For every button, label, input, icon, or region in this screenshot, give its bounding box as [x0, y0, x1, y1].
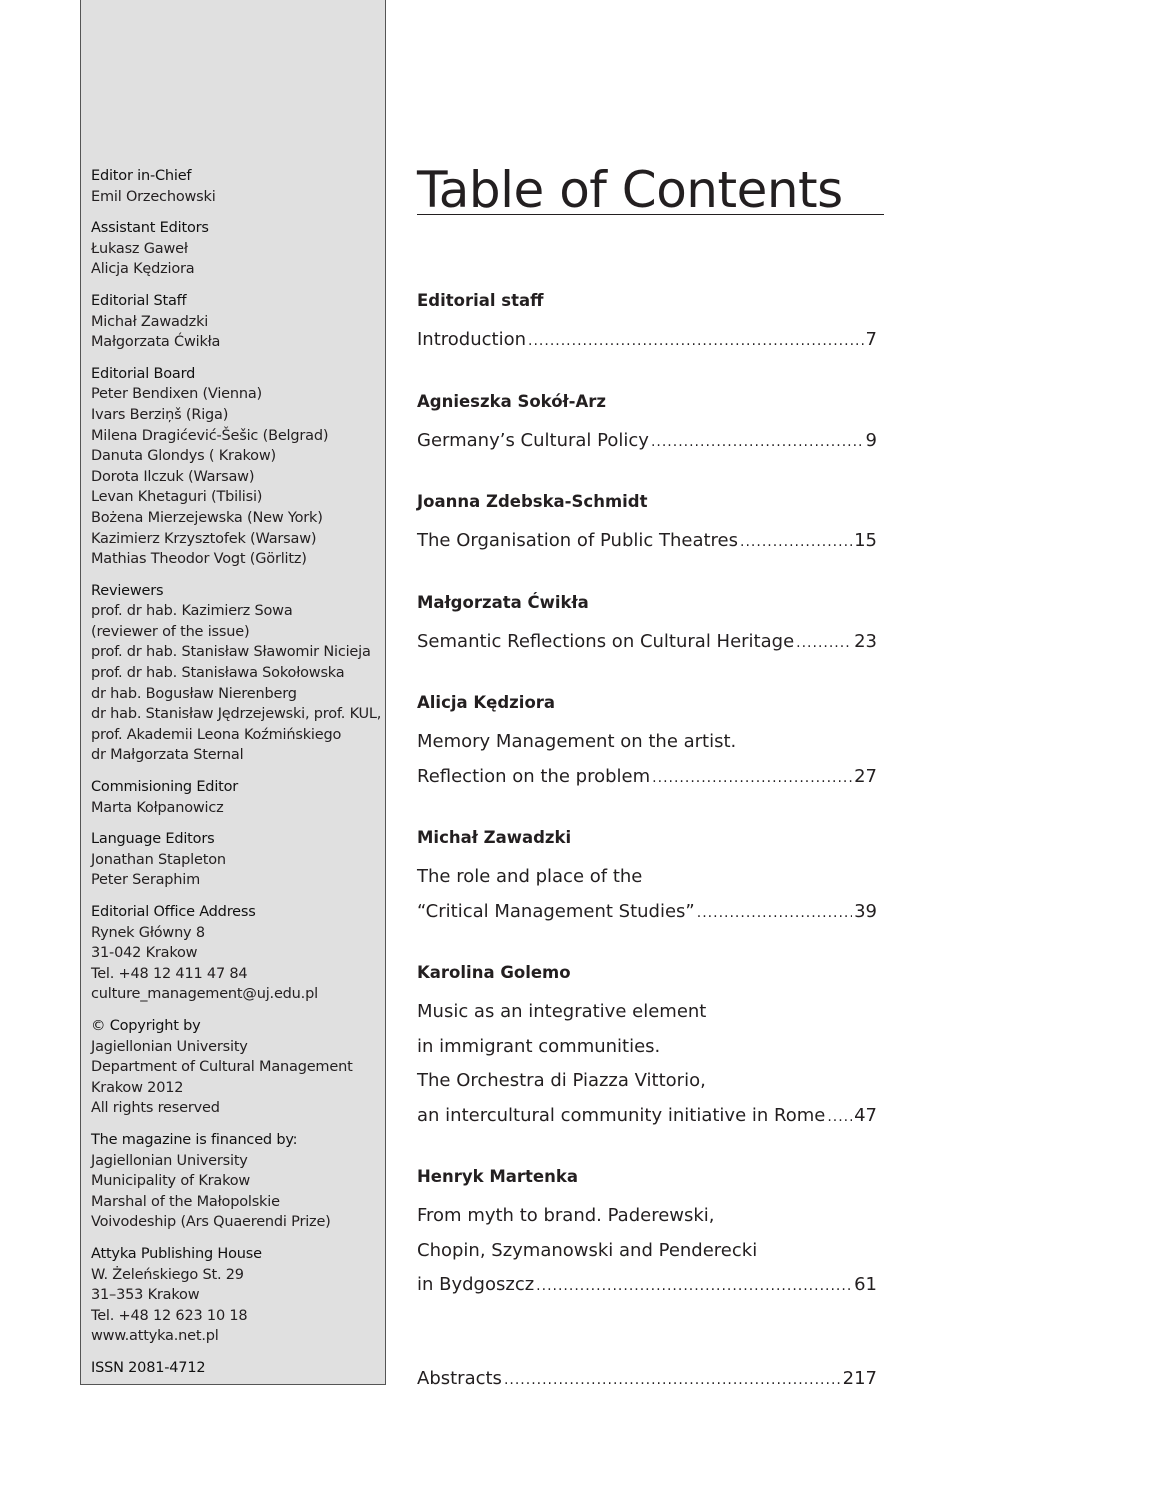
toc-entry-author: Małgorzata Ćwikła [417, 592, 589, 612]
toc-list [417, 289, 877, 1335]
toc-entry [417, 826, 877, 929]
toc-entry-author: Editorial staff [417, 291, 544, 310]
toc-entry [417, 1165, 877, 1303]
toc-entry-title: Introduction [417, 329, 527, 350]
masthead-line: W. Żeleńskiego St. 29 [91, 1266, 244, 1283]
masthead-section [91, 166, 387, 207]
toc-entry-author: Henryk Martenka [417, 1167, 578, 1186]
masthead-line: Łukasz Gaweł [91, 240, 188, 257]
toc-entry-title: “Critical Management Studies” [417, 900, 695, 922]
masthead-heading: ISSN 2081-4712 [91, 1359, 206, 1376]
masthead-section [91, 1016, 387, 1119]
dot-leader [740, 525, 852, 560]
toc-entry-author: Michał Zawadzki [417, 828, 572, 847]
masthead-line: Jagiellonian University [91, 1038, 248, 1055]
masthead-line: Krakow 2012 [91, 1079, 184, 1096]
masthead-section [91, 364, 387, 570]
masthead-line: All rights reserved [91, 1100, 220, 1117]
masthead-line: Kazimierz Krzysztofek (Warsaw) [91, 530, 317, 547]
dot-leader [651, 425, 864, 460]
toc-entry-title: Semantic Reflections on Cultural Heritage [417, 630, 795, 652]
masthead-line: Małgorzata Ćwikła [91, 334, 221, 351]
toc-entry-title: in Bydgoszcz [417, 1274, 535, 1295]
toc-entry-title: an intercultural community initiative in Rome [417, 1104, 826, 1126]
masthead-line: Municipality of Krakow [91, 1173, 251, 1190]
masthead-section [91, 1130, 387, 1233]
masthead-line: prof. dr hab. Stanisława Sokołowska [91, 665, 345, 682]
masthead-line: Levan Khetaguri (Tbilisi) [91, 489, 263, 506]
toc-entry-row [417, 323, 877, 358]
dot-leader [528, 324, 864, 359]
masthead-line: Mathias Theodor Vogt (Görlitz) [91, 551, 307, 568]
page-title: Table of Contents [417, 160, 884, 215]
masthead-line: Bożena Mierzejewska (New York) [91, 509, 323, 526]
toc-entry-page: 47 [854, 1104, 877, 1126]
masthead-line: dr hab. Bogusław Nierenberg [91, 685, 297, 702]
toc-entry-title: Germany’s Cultural Policy [417, 429, 649, 451]
masthead-heading: Editorial Board [91, 365, 196, 382]
masthead-line: Peter Bendixen (Vienna) [91, 386, 263, 403]
masthead-line: Rynek Główny 8 [91, 924, 205, 941]
masthead-line: Danuta Glondys ( Krakow) [91, 448, 276, 465]
toc-entry-row [417, 424, 877, 459]
toc-entry-page: 61 [854, 1274, 877, 1295]
masthead-heading: Editorial Staff [91, 292, 187, 309]
dot-leader [652, 761, 852, 796]
masthead-line: Dorota Ilczuk (Warsaw) [91, 468, 255, 485]
masthead-line: prof. dr hab. Kazimierz Sowa [91, 603, 293, 620]
masthead-line: Ivars Berziņš (Riga) [91, 406, 229, 423]
toc-entry-title: Abstracts [417, 1368, 502, 1389]
toc-entry-title-line: in immigrant communities. [417, 1035, 661, 1057]
toc-entry-author: Karolina Golemo [417, 963, 571, 982]
masthead-line: 31–353 Krakow [91, 1287, 200, 1304]
masthead-line: Milena Dragićević-Šešic (Belgrad) [91, 427, 329, 444]
toc-entry-row [417, 625, 877, 660]
toc-entry-row [417, 760, 877, 795]
toc-entry-page: 39 [854, 900, 877, 922]
toc-entry-page: 7 [865, 329, 877, 350]
toc-entry [417, 961, 877, 1133]
masthead-section [91, 1244, 387, 1347]
toc-entry-title: Reflection on the problem [417, 765, 651, 787]
toc-abstracts-entry [417, 1362, 877, 1397]
toc-entry [417, 390, 877, 459]
dot-leader [697, 896, 852, 931]
masthead-panel [80, 0, 386, 1385]
toc-entry-author: Joanna Zdebska-Schmidt [417, 492, 648, 511]
masthead-section [91, 1358, 387, 1379]
toc-entry-page: 217 [842, 1368, 877, 1389]
masthead-line: Emil Orzechowski [91, 188, 216, 205]
masthead-line: Jagiellonian University [91, 1152, 248, 1169]
dot-leader [827, 1100, 852, 1135]
toc-entry-page: 9 [865, 429, 877, 451]
masthead-section [91, 902, 387, 1005]
toc-entry-title-line: Chopin, Szymanowski and Penderecki [417, 1239, 758, 1261]
toc-entry-page: 15 [854, 530, 877, 551]
toc-entry-title-line: Music as an integrative element [417, 1001, 707, 1022]
masthead-line: Jonathan Stapleton [91, 851, 226, 868]
masthead-line: Michał Zawadzki [91, 313, 209, 330]
toc-entry-page: 27 [854, 765, 877, 787]
toc-entry-row [417, 524, 877, 559]
dot-leader [536, 1269, 852, 1304]
masthead-line: Voivodeship (Ars Quaerendi Prize) [91, 1214, 331, 1231]
masthead-line: prof. dr hab. Stanisław Sławomir Nicieja [91, 644, 371, 661]
toc-entry-author: Agnieszka Sokół-Arz [417, 391, 607, 411]
masthead-line: Peter Seraphim [91, 872, 201, 889]
masthead-line: Tel. +48 12 623 10 18 [91, 1307, 248, 1324]
masthead-section [91, 581, 387, 766]
masthead-heading: Reviewers [91, 582, 164, 599]
masthead-heading: Editorial Office Address [91, 904, 256, 920]
toc-entry [417, 591, 877, 660]
masthead-line: Department of Cultural Management [91, 1059, 353, 1076]
masthead-line: Marta Kołpanowicz [91, 799, 224, 816]
masthead-heading: © Copyright by [91, 1017, 201, 1034]
masthead-section [91, 777, 387, 818]
dot-leader [504, 1363, 841, 1398]
masthead-heading: Editor in-Chief [91, 168, 192, 184]
masthead-line: Tel. +48 12 411 47 84 [91, 965, 248, 982]
masthead-section [91, 829, 387, 891]
toc-entry [417, 691, 877, 794]
toc-entry-title-line: Memory Management on the artist. [417, 731, 737, 752]
toc-entry-title-line: From myth to brand. Paderewski, [417, 1205, 715, 1226]
toc-entry [417, 289, 877, 358]
toc-entry-author: Alicja Kędziora [417, 693, 556, 712]
toc-entry-page: 23 [854, 630, 877, 652]
toc-entry-row [417, 895, 877, 930]
masthead-line: prof. Akademii Leona Koźmińskiego [91, 726, 342, 743]
dot-leader [796, 626, 852, 661]
masthead-line: Marshal of the Małopolskie [91, 1193, 280, 1210]
masthead-content [91, 166, 387, 1389]
toc-entry [417, 490, 877, 559]
toc-entry-row [417, 1268, 877, 1303]
masthead-heading: Language Editors [91, 831, 215, 848]
masthead-heading: Attyka Publishing House [91, 1245, 262, 1262]
masthead-line: 31-042 Krakow [91, 945, 198, 962]
masthead-line: dr Małgorzata Sternal [91, 747, 244, 764]
toc-entry-row [417, 1099, 877, 1134]
masthead-line: culture_management@uj.edu.pl [91, 986, 318, 1003]
toc-entry-title: The Organisation of Public Theatres [417, 530, 739, 551]
toc-entry-title-line: The role and place of the [417, 866, 643, 887]
toc-entry-title-line: The Orchestra di Piazza Vittorio, [417, 1070, 706, 1091]
masthead-line: Alicja Kędziora [91, 261, 195, 278]
masthead-heading: The magazine is financed by: [91, 1131, 298, 1148]
masthead-section [91, 218, 387, 280]
masthead-heading: Commisioning Editor [91, 779, 239, 796]
masthead-heading: Assistant Editors [91, 220, 209, 237]
masthead-line: (reviewer of the issue) [91, 623, 250, 640]
masthead-line: dr hab. Stanisław Jędrzejewski, prof. KUL, [91, 706, 382, 723]
masthead-line: www.attyka.net.pl [91, 1328, 219, 1345]
masthead-section [91, 291, 387, 353]
